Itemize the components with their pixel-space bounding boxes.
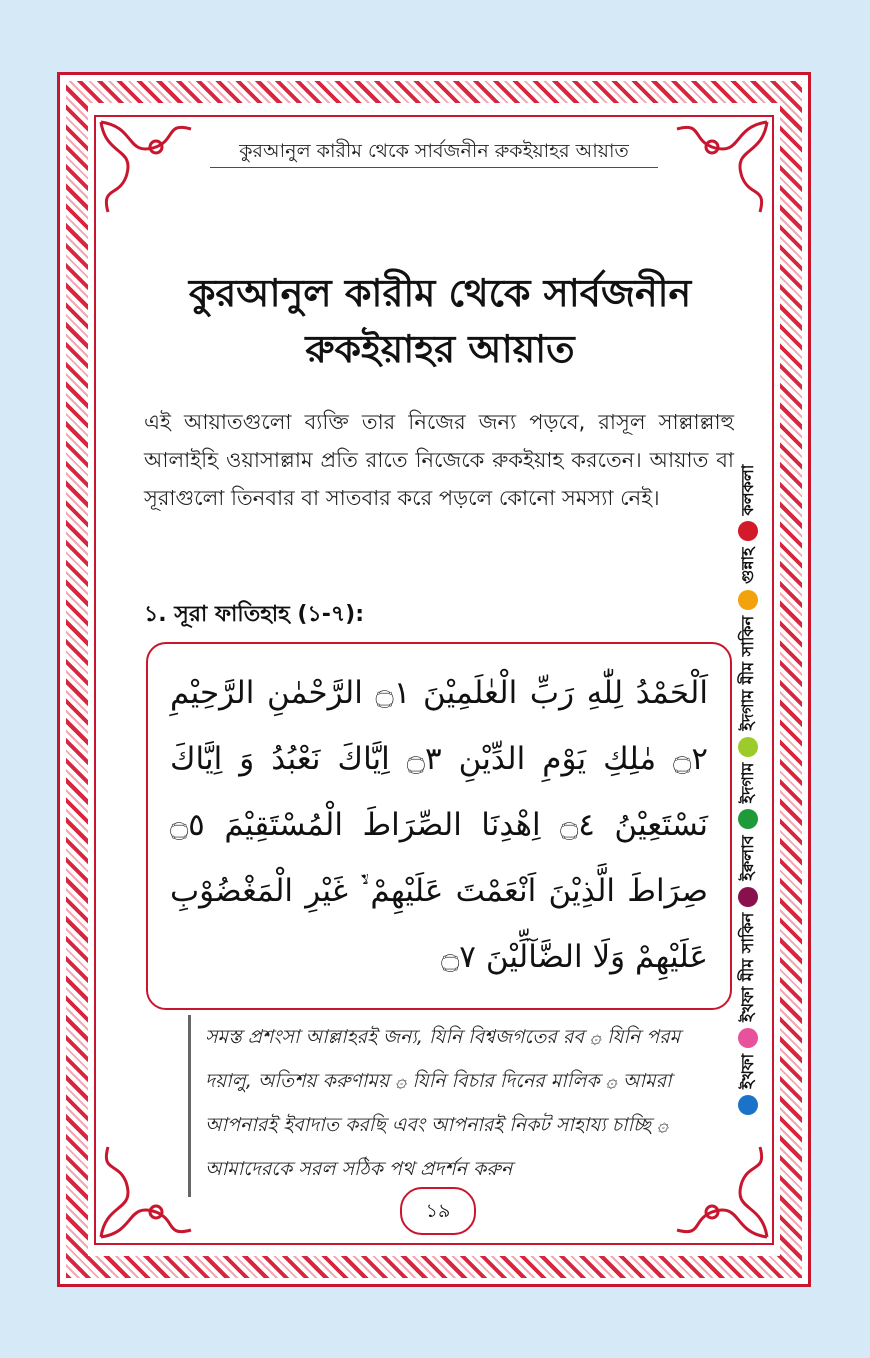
- tajweed-legend-items: [726, 245, 770, 1115]
- title-line-2: রুকইয়াহর আয়াত: [305, 327, 575, 371]
- color-dot-icon: [738, 1028, 758, 1048]
- running-head: কুরআনুল কারীম থেকে সার্বজনীন রুকইয়াহর আয়াত: [239, 140, 629, 162]
- color-dot-icon: [738, 590, 758, 610]
- color-dot-icon: [738, 521, 758, 541]
- page-title: [140, 265, 740, 377]
- translation-text: সমস্ত প্রশংসা আল্লাহরই জন্য, যিনি বিশ্বজগতের রব ۞ যিনি পরম দয়ালু, অতিশয় করুণাময় ۞ যিনি বিচার দিনের মালিক ۞ আমরা আপনারই ইবাদাত করছি এবং আপনারই নিকট সাহায্য চাচ্ছি ۞ আমাদেরকে সরল সঠিক পথ প্রদর্শন করুন: [188, 1015, 705, 1197]
- color-dot-icon: [738, 1095, 758, 1115]
- legend-label: কলকলা: [737, 464, 757, 516]
- legend-item: [735, 913, 762, 1048]
- legend-label: ইখফা: [737, 1053, 757, 1089]
- title-line-1: কুরআনুল কারীম থেকে সার্বজনীন: [188, 271, 692, 315]
- page: [57, 72, 811, 1287]
- legend-item: [735, 1054, 762, 1115]
- legend-item: [735, 547, 762, 609]
- tajweed-legend: [726, 245, 770, 1115]
- color-dot-icon: [738, 737, 758, 757]
- page-number: ১৯: [400, 1187, 476, 1235]
- header-divider: [210, 167, 658, 168]
- legend-item: [735, 465, 762, 542]
- legend-item: [735, 835, 762, 906]
- arabic-verse-box: اَلْحَمْدُ لِلّٰهِ رَبِّ الْعٰلَمِيْنَ ۝١ الرَّحْمٰنِ الرَّحِيْمِ ۝٢ مٰلِكِ يَوْمِ الدِّيْنِ ۝٣ اِيَّاكَ نَعْبُدُ وَ اِيَّاكَ نَسْتَعِيْنُ ۝٤ اِهْدِنَا الصِّرَاطَ الْمُسْتَقِيْمَ ۝٥ صِرَاطَ الَّذِيْنَ اَنْعَمْتَ عَلَيْهِمْ ۙ۬ غَيْرِ الْمَغْضُوْبِ عَلَيْهِمْ وَلَا الضَّآلِّيْنَ ۝٧: [146, 642, 732, 1010]
- legend-label: গুন্নাহ: [737, 547, 757, 584]
- legend-label: ইদগাম মীম সাকিন: [737, 615, 757, 731]
- section-heading: ১. সূরা ফাতিহাহ (১-৭):: [144, 602, 364, 627]
- legend-label: ইদগাম: [737, 762, 757, 804]
- legend-item: [735, 763, 762, 830]
- color-dot-icon: [738, 809, 758, 829]
- intro-paragraph: এই আয়াতগুলো ব্যক্তি তার নিজের জন্য পড়বে, রাসূল সাল্লাল্লাহু আলাইহি ওয়াসাল্লাম প্রতি রাতে নিজেকে রুকইয়াহ করতেন। আয়াত বা সূরাগুলো তিনবার বা সাতবার করে পড়লে কোনো সমস্যা নেই।: [144, 410, 734, 510]
- legend-item: [735, 616, 762, 757]
- color-dot-icon: [738, 887, 758, 907]
- legend-label: ইক্বলাব: [737, 835, 757, 881]
- legend-label: ইখফা মীম সাকিন: [737, 912, 757, 1022]
